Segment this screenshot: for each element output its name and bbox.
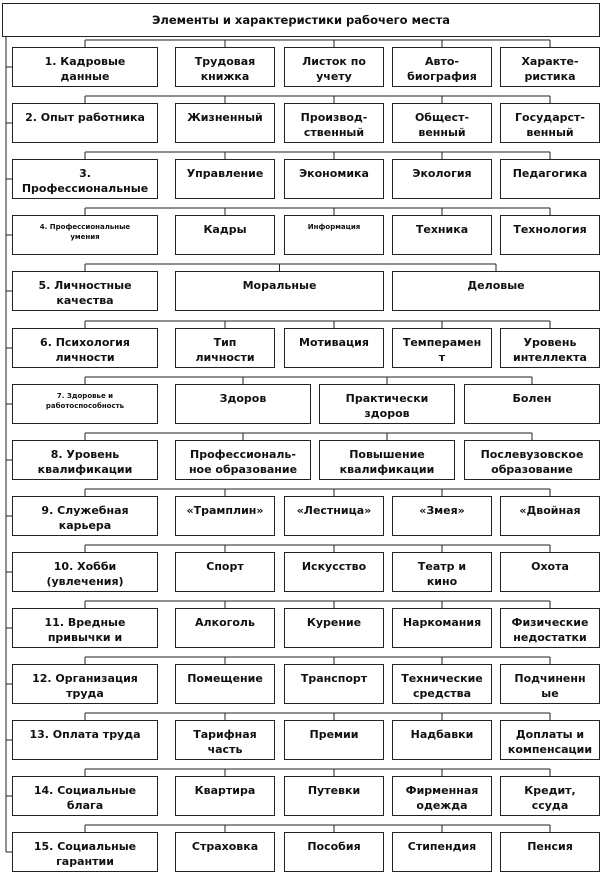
item-box: Пенсия xyxy=(500,832,600,872)
item-box: Пособия xyxy=(284,832,384,872)
item-box: «Двойная xyxy=(500,496,600,536)
item-box: Спорт xyxy=(175,552,275,592)
category-box: 3. Профессиональные xyxy=(12,159,158,199)
item-box: Театр и кино xyxy=(392,552,492,592)
category-box: 5. Личностные качества xyxy=(12,271,158,311)
item-box: Искусство xyxy=(284,552,384,592)
item-box: Общест- венный xyxy=(392,103,492,143)
item-box: Послевузовское образование xyxy=(464,440,600,480)
item-box: Тарифная часть xyxy=(175,720,275,760)
item-box: «Трамплин» xyxy=(175,496,275,536)
item-box: Болен xyxy=(464,384,600,424)
item-box: «Змея» xyxy=(392,496,492,536)
item-box: Практически здоров xyxy=(319,384,455,424)
item-box: Квартира xyxy=(175,776,275,816)
item-box: Транспорт xyxy=(284,664,384,704)
item-box: Алкоголь xyxy=(175,608,275,648)
category-box: 11. Вредные привычки и xyxy=(12,608,158,648)
category-box: 8. Уровень квалификации xyxy=(12,440,158,480)
item-box: Кредит, ссуда xyxy=(500,776,600,816)
item-box: Жизненный xyxy=(175,103,275,143)
item-box: Деловые xyxy=(392,271,600,311)
item-box: Здоров xyxy=(175,384,311,424)
item-box: Технология xyxy=(500,215,600,255)
item-box: Трудовая книжка xyxy=(175,47,275,87)
item-box: Экономика xyxy=(284,159,384,199)
diagram-title: Элементы и характеристики рабочего места xyxy=(2,3,600,37)
item-box: Курение xyxy=(284,608,384,648)
item-box: Темперамен т xyxy=(392,328,492,368)
category-box: 4. Профессиональные умения xyxy=(12,215,158,255)
item-box: Наркомания xyxy=(392,608,492,648)
item-box: Моральные xyxy=(175,271,384,311)
item-box: Надбавки xyxy=(392,720,492,760)
item-box: Авто- биография xyxy=(392,47,492,87)
item-box: Экология xyxy=(392,159,492,199)
item-box: Подчиненн ые xyxy=(500,664,600,704)
item-box: Профессиональ- ное образование xyxy=(175,440,311,480)
item-box: Информация xyxy=(284,215,384,255)
item-box: Путевки xyxy=(284,776,384,816)
item-box: Премии xyxy=(284,720,384,760)
item-box: Страховка xyxy=(175,832,275,872)
item-box: Доплаты и компенсации xyxy=(500,720,600,760)
item-box: Техника xyxy=(392,215,492,255)
item-box: Физические недостатки xyxy=(500,608,600,648)
category-box: 7. Здоровье и работоспособность xyxy=(12,384,158,424)
category-box: 6. Психология личности xyxy=(12,328,158,368)
category-box: 12. Организация труда xyxy=(12,664,158,704)
category-box: 10. Хобби (увлечения) xyxy=(12,552,158,592)
category-box: 9. Служебная карьера xyxy=(12,496,158,536)
item-box: Стипендия xyxy=(392,832,492,872)
item-box: Государст- венный xyxy=(500,103,600,143)
category-box: 13. Оплата труда xyxy=(12,720,158,760)
item-box: Уровень интеллекта xyxy=(500,328,600,368)
item-box: Производ- ственный xyxy=(284,103,384,143)
category-box: 14. Социальные блага xyxy=(12,776,158,816)
item-box: Повышение квалификации xyxy=(319,440,455,480)
item-box: Фирменная одежда xyxy=(392,776,492,816)
item-box: Листок по учету xyxy=(284,47,384,87)
item-box: Охота xyxy=(500,552,600,592)
item-box: Характе- ристика xyxy=(500,47,600,87)
category-box: 15. Социальные гарантии xyxy=(12,832,158,872)
item-box: Тип личности xyxy=(175,328,275,368)
category-box: 2. Опыт работника xyxy=(12,103,158,143)
item-box: Управление xyxy=(175,159,275,199)
item-box: «Лестница» xyxy=(284,496,384,536)
item-box: Помещение xyxy=(175,664,275,704)
item-box: Технические средства xyxy=(392,664,492,704)
item-box: Педагогика xyxy=(500,159,600,199)
item-box: Мотивация xyxy=(284,328,384,368)
item-box: Кадры xyxy=(175,215,275,255)
category-box: 1. Кадровые данные xyxy=(12,47,158,87)
